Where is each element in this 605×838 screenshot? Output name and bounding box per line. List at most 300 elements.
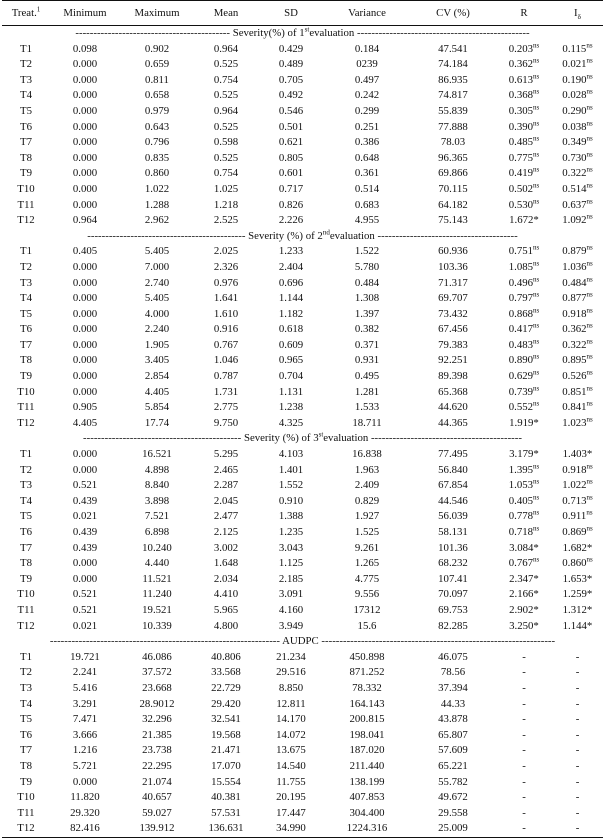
maximum-cell: 3.898 [144, 494, 170, 507]
variance-cell: 211.440 [349, 759, 385, 772]
cv-cell: 70.097 [438, 588, 468, 601]
maximum-cell: 8.840 [144, 479, 170, 492]
mean-cell: 1.610 [213, 307, 239, 320]
table-row [2, 120, 603, 136]
table-row [2, 260, 603, 276]
maximum-cell: 0.811 [145, 73, 169, 86]
cv-cell: 69.866 [438, 167, 468, 180]
section-title [2, 431, 603, 447]
id-significance: ns [586, 181, 593, 190]
header-variance: Variance [324, 1, 410, 26]
cv-cell: 43.878 [438, 713, 468, 726]
mean-cell: 9.750 [213, 416, 239, 429]
maximum-cell: 4.000 [144, 307, 170, 320]
maximum-cell: 1.905 [144, 338, 170, 351]
maximum-cell: 0.796 [144, 136, 170, 149]
minimum-cell: 0.000 [72, 260, 98, 273]
sd-cell: 4.103 [278, 448, 304, 461]
minimum-cell: 5.416 [72, 681, 98, 694]
cv-cell: 25.009 [410, 821, 496, 837]
cv-cell: 58.131 [438, 526, 468, 538]
section-title-ordinal: st [318, 431, 324, 439]
minimum-cell: 0.000 [72, 136, 98, 149]
treatment-cell: T3 [20, 479, 32, 492]
section-rule-left: ------------------------------------------- [75, 27, 230, 39]
r-significance: ns [533, 150, 540, 159]
cv-cell: 60.936 [438, 245, 468, 258]
sd-cell: 13.675 [276, 744, 306, 757]
cv-cell: 92.251 [438, 354, 468, 367]
treatment-cell: T5 [20, 307, 32, 320]
id-cell: - [575, 775, 580, 788]
cv-cell: 70.115 [438, 182, 468, 195]
table-row [2, 775, 603, 791]
treatment-cell: T4 [20, 697, 32, 710]
maximum-cell: 11.521 [142, 572, 172, 585]
mean-cell: 1.046 [213, 354, 239, 367]
r-cell: $0.868^{ns}$ [508, 306, 540, 320]
maximum-cell: 5.405 [144, 245, 170, 258]
variance-cell: 0.299 [354, 104, 380, 117]
cv-cell: 78.56 [440, 666, 466, 679]
r-significance: ns [533, 259, 540, 268]
mean-cell: 0.754 [213, 73, 239, 86]
treatment-cell: T12 [17, 416, 35, 429]
cv-cell: 44.33 [440, 697, 466, 710]
minimum-cell: 0.000 [72, 354, 98, 367]
r-cell: $0.502^{ns}$ [508, 181, 540, 195]
variance-cell: 0.683 [354, 198, 380, 211]
treatment-cell: T1 [20, 650, 32, 663]
sd-cell: 0.546 [278, 104, 304, 117]
sd-cell: 0.601 [278, 167, 304, 180]
treatment-cell: T6 [20, 120, 32, 133]
r-cell: $0.305^{ns}$ [508, 103, 540, 117]
maximum-cell: 19.521 [142, 603, 172, 616]
treatment-cell: T8 [20, 557, 32, 570]
table-row [2, 57, 603, 73]
table-row [2, 213, 603, 229]
id-cell: $0.038^{ns}$ [562, 118, 593, 133]
table-row [2, 182, 603, 198]
id-cell: - [575, 666, 580, 679]
cv-cell: 74.184 [438, 58, 468, 71]
variance-cell: 1.927 [354, 510, 380, 523]
mean-cell: 40.381 [211, 791, 241, 804]
mean-cell: 2.125 [213, 526, 239, 538]
sd-cell: 0.910 [278, 494, 304, 507]
mean-cell: 0.525 [213, 151, 239, 164]
mean-cell: 2.525 [213, 214, 239, 227]
mean-cell: 0.525 [213, 58, 239, 71]
table-row [2, 697, 603, 713]
treatment-cell: T5 [20, 713, 32, 726]
treatment-cell: T3 [20, 73, 32, 86]
id-cell: $1.036^{ns}$ [562, 259, 593, 273]
r-cell: - [522, 666, 526, 679]
cv-cell: 46.075 [438, 650, 468, 663]
maximum-cell: 23.738 [142, 744, 172, 757]
id-significance: ns [586, 290, 593, 299]
r-significance: ns [533, 134, 540, 143]
id-cell: $0.526^{ns}$ [562, 368, 593, 383]
cv-cell: 68.232 [438, 557, 468, 570]
section-title-text: Severity(%) of 1 [232, 27, 305, 39]
treatment-cell: T10 [17, 385, 35, 398]
treatment-cell: T2 [20, 58, 32, 71]
minimum-cell: 0.000 [72, 104, 98, 117]
variance-cell: 0.495 [354, 370, 380, 383]
r-cell: 3.179* [509, 448, 539, 461]
minimum-cell: 0.000 [72, 463, 98, 476]
minimum-cell: 0.439 [72, 541, 98, 554]
table-row [2, 369, 603, 385]
r-cell: $0.775^{ns}$ [508, 150, 540, 164]
minimum-cell: 0.000 [72, 167, 98, 180]
treatment-cell: T2 [20, 666, 32, 679]
table-row [2, 198, 603, 214]
r-cell: $0.405^{ns}$ [508, 493, 540, 507]
treatment-cell: T7 [20, 541, 32, 554]
maximum-cell: 46.086 [142, 650, 172, 663]
id-cell: $0.895^{ns}$ [562, 352, 593, 367]
variance-cell: 18.711 [352, 416, 382, 429]
mean-cell: 19.568 [211, 728, 241, 741]
minimum-cell: 0.000 [72, 151, 98, 164]
variance-cell: 78.332 [352, 681, 382, 694]
sd-cell: 3.949 [278, 619, 304, 632]
minimum-cell: 0.000 [72, 775, 98, 788]
r-cell: - [522, 791, 526, 804]
id-significance: ns [586, 368, 593, 377]
r-cell: 1.919* [509, 416, 539, 429]
mean-cell: 0.964 [213, 104, 239, 117]
section-header [2, 634, 603, 650]
id-cell: $0.841^{ns}$ [562, 399, 593, 414]
maximum-cell: 0.835 [144, 151, 170, 164]
minimum-cell: 2.241 [72, 666, 98, 679]
mean-cell: 0.916 [213, 323, 239, 336]
id-cell: $0.484^{ns}$ [562, 274, 593, 289]
variance-cell: 1.281 [354, 385, 380, 398]
cv-cell: 71.317 [438, 276, 468, 289]
maximum-cell: 2.962 [144, 214, 170, 227]
r-cell: - [522, 713, 526, 726]
treatment-cell: T9 [20, 572, 32, 585]
id-significance: ns [586, 72, 593, 81]
variance-cell: 1224.316 [324, 821, 410, 837]
treatment-cell: T12 [17, 214, 35, 227]
id-significance: ns [586, 103, 593, 112]
mean-cell: 0.598 [213, 136, 239, 149]
minimum-cell: 0.000 [72, 307, 98, 320]
variance-cell: 17312 [353, 603, 381, 616]
variance-cell: 16.838 [352, 448, 382, 461]
r-significance: ns [533, 508, 540, 517]
r-cell: $0.629^{ns}$ [508, 368, 540, 383]
minimum-cell: 0.000 [72, 557, 98, 570]
maximum-cell: 5.405 [144, 292, 170, 305]
maximum-cell: 7.000 [144, 260, 170, 273]
minimum-cell: 0.000 [72, 58, 98, 71]
r-significance: ns [533, 493, 540, 502]
r-significance: ns [533, 87, 540, 96]
r-significance: ns [533, 399, 540, 408]
id-significance: ns [586, 306, 593, 315]
mean-cell: 21.471 [211, 744, 241, 757]
mean-cell: 1.025 [213, 182, 239, 195]
maximum-cell: 0.902 [144, 42, 170, 55]
r-cell: $0.419^{ns}$ [508, 165, 540, 180]
cv-cell: 44.620 [438, 401, 468, 414]
id-cell: - [575, 650, 580, 663]
cv-cell: 55.782 [438, 775, 468, 788]
maximum-cell: 2.740 [144, 276, 170, 289]
variance-cell: 0.514 [354, 182, 380, 195]
treatment-cell: T6 [20, 728, 32, 741]
table-row [2, 73, 603, 89]
cv-cell: 57.609 [438, 744, 468, 757]
variance-cell: 138.199 [349, 775, 385, 788]
header-cv: CV (%) [410, 1, 496, 26]
id-cell: 1.682* [562, 541, 593, 554]
id-cell: $1.092^{ns}$ [562, 212, 593, 227]
minimum-cell: 3.291 [72, 697, 98, 710]
mean-cell: 0.964 [213, 42, 239, 55]
r-cell: $0.767^{ns}$ [508, 555, 540, 570]
maximum-cell: 21.385 [142, 728, 172, 741]
maximum-cell: 11.240 [142, 588, 172, 601]
mean-cell: 1.218 [213, 198, 239, 211]
r-cell: $0.613^{ns}$ [508, 72, 540, 86]
maximum-cell: 0.659 [144, 58, 170, 71]
variance-cell: 200.815 [349, 713, 385, 726]
variance-cell: 1.265 [354, 557, 380, 570]
minimum-cell: 19.721 [70, 650, 100, 663]
maximum-cell: 23.668 [142, 681, 172, 694]
cv-cell: 44.546 [438, 494, 468, 507]
r-significance: ns [533, 524, 540, 533]
sd-cell: 14.540 [276, 759, 306, 772]
minimum-cell: 0.521 [72, 588, 98, 601]
variance-cell: 0.361 [354, 167, 380, 180]
section-title [2, 634, 603, 650]
r-cell: $0.496^{ns}$ [508, 274, 540, 289]
treatment-cell: T7 [20, 338, 32, 351]
sd-cell: 1.144 [278, 292, 304, 305]
treatment-cell: T6 [20, 323, 32, 336]
table-row [2, 790, 603, 806]
cv-cell: 67.456 [438, 323, 468, 336]
treatment-cell: T9 [20, 370, 32, 383]
treatment-cell: T2 [20, 463, 32, 476]
r-significance: ns [533, 165, 540, 174]
mean-cell: 2.287 [213, 479, 239, 492]
r-cell: $1.053^{ns}$ [508, 477, 540, 492]
r-significance: ns [533, 243, 540, 252]
table-row [2, 712, 603, 728]
id-cell: 1.653* [562, 572, 593, 585]
table-row [2, 525, 603, 541]
sd-cell: 14.170 [276, 713, 306, 726]
cv-cell: 69.753 [438, 603, 468, 616]
variance-cell: 9.556 [354, 588, 380, 601]
maximum-cell: 4.440 [144, 557, 170, 570]
id-significance: ns [586, 274, 593, 283]
table-row [2, 541, 603, 557]
cv-cell: 73.432 [438, 307, 468, 320]
id-cell: $0.362^{ns}$ [562, 321, 593, 336]
r-cell: - [522, 806, 526, 819]
id-cell: - [575, 806, 580, 819]
id-cell: - [575, 744, 580, 757]
sd-cell: 1.401 [278, 463, 304, 476]
id-cell: - [575, 791, 580, 804]
id-significance: ns [586, 118, 593, 127]
r-cell: $0.368^{ns}$ [508, 87, 540, 102]
r-cell: $0.530^{ns}$ [508, 196, 540, 211]
id-cell: $0.918^{ns}$ [562, 462, 593, 476]
id-cell: 1.312* [562, 603, 593, 616]
maximum-cell: 5.854 [144, 401, 170, 414]
table-row [2, 743, 603, 759]
maximum-cell: 4.898 [144, 463, 170, 476]
r-cell: - [522, 697, 526, 710]
variance-cell: 871.252 [349, 666, 385, 679]
variance-cell: 187.020 [349, 744, 385, 757]
cv-cell: 37.394 [438, 681, 468, 694]
id-cell: $0.514^{ns}$ [562, 181, 593, 195]
mean-cell: 2.477 [213, 510, 239, 523]
cv-cell: 107.41 [438, 572, 468, 585]
minimum-cell: 0.000 [72, 73, 98, 86]
mean-cell: 2.775 [213, 401, 239, 414]
table-row [2, 135, 603, 151]
mean-cell: 2.045 [213, 494, 239, 507]
minimum-cell: 0.000 [72, 198, 98, 211]
id-cell: $0.911^{ns}$ [562, 508, 593, 523]
r-significance: ns [533, 196, 540, 205]
header-maximum: Maximum [120, 1, 194, 26]
r-cell: - [522, 650, 526, 663]
mean-cell: 5.295 [213, 448, 239, 461]
mean-cell: 22.729 [211, 681, 241, 694]
cv-cell: 101.36 [438, 541, 468, 554]
table-row [2, 276, 603, 292]
table-row [2, 681, 603, 697]
table-row [2, 478, 603, 494]
variance-cell: 164.143 [349, 697, 385, 710]
mean-cell: 0.787 [213, 370, 239, 383]
cv-cell: 64.182 [438, 198, 468, 211]
maximum-cell: 0.860 [144, 167, 170, 180]
sd-cell: 29.516 [276, 666, 306, 679]
id-significance: ns [586, 165, 593, 174]
section-title-text: Severity (%) of 3 [243, 432, 319, 445]
sd-cell: 0.826 [278, 198, 304, 211]
id-cell: $0.918^{ns}$ [562, 306, 593, 320]
minimum-cell: 0.000 [72, 292, 98, 305]
id-significance: ns [586, 212, 593, 221]
r-cell: $0.417^{ns}$ [508, 321, 540, 336]
variance-cell: 0239 [356, 58, 378, 71]
variance-cell: 1.308 [354, 292, 380, 305]
r-cell: 2.166* [509, 588, 539, 601]
treatment-cell: T8 [20, 354, 32, 367]
table-row [2, 400, 603, 416]
variance-cell: 0.242 [354, 89, 380, 102]
cv-cell: 77.888 [438, 120, 468, 133]
id-significance: ns [586, 87, 593, 96]
r-cell: - [522, 728, 526, 741]
r-cell: $0.739^{ns}$ [508, 384, 540, 398]
sd-cell: 1.125 [278, 557, 304, 570]
table-row [2, 665, 603, 681]
treatment-cell: T1 [20, 42, 32, 55]
maximum-cell: 22.295 [142, 759, 172, 772]
minimum-cell: 0.964 [72, 214, 98, 227]
variance-cell: 0.371 [354, 338, 380, 351]
section-rule-right: ------------------------------------------------ [357, 27, 530, 39]
maximum-cell: 7.521 [144, 510, 170, 523]
mean-cell: 1.641 [213, 292, 239, 305]
minimum-cell: 11.820 [70, 791, 100, 804]
id-cell: $0.637^{ns}$ [562, 196, 593, 211]
id-cell: $0.860^{ns}$ [562, 555, 593, 570]
mean-cell: 1.648 [213, 557, 239, 570]
section-title-suffix: evaluation [323, 432, 369, 445]
treatment-cell: T11 [17, 806, 35, 819]
r-significance: ns [533, 321, 540, 330]
header-r: R [496, 1, 552, 26]
id-significance: ns [586, 415, 593, 424]
id-significance: ns [586, 196, 593, 205]
variance-cell: 0.184 [354, 42, 380, 55]
id-cell: $0.879^{ns}$ [562, 243, 593, 258]
r-cell: $0.778^{ns}$ [508, 508, 540, 523]
sd-cell: 4.325 [278, 416, 304, 429]
table-row [2, 104, 603, 120]
sd-cell: 0.609 [278, 338, 304, 351]
sd-cell: 0.621 [278, 136, 304, 149]
minimum-cell: 29.320 [70, 806, 100, 819]
sd-cell: 0.965 [278, 354, 304, 367]
header-sd: SD [258, 1, 324, 26]
r-cell: 3.084* [509, 541, 539, 554]
maximum-cell: 17.74 [144, 416, 170, 429]
table-row [2, 338, 603, 354]
variance-cell: 1.522 [354, 245, 380, 258]
table-row [2, 416, 603, 432]
mean-cell: 5.965 [213, 603, 239, 616]
r-significance: ns [533, 368, 540, 377]
id-significance: ns [586, 56, 593, 65]
cv-cell: 56.039 [438, 510, 468, 523]
maximum-cell: 4.405 [144, 385, 170, 398]
sd-cell: 0.618 [278, 323, 304, 336]
minimum-cell: 4.405 [72, 416, 98, 429]
id-cell: $1.022^{ns}$ [562, 477, 593, 492]
variance-cell: 304.400 [349, 806, 385, 819]
r-cell: - [496, 821, 552, 837]
maximum-cell: 28.9012 [139, 697, 175, 710]
maximum-cell: 10.240 [142, 541, 172, 554]
r-cell: $0.751^{ns}$ [508, 243, 540, 258]
table-row [2, 759, 603, 775]
header-minimum: Minimum [50, 1, 120, 26]
id-cell: - [575, 681, 580, 694]
treatment-cell: T8 [20, 151, 32, 164]
